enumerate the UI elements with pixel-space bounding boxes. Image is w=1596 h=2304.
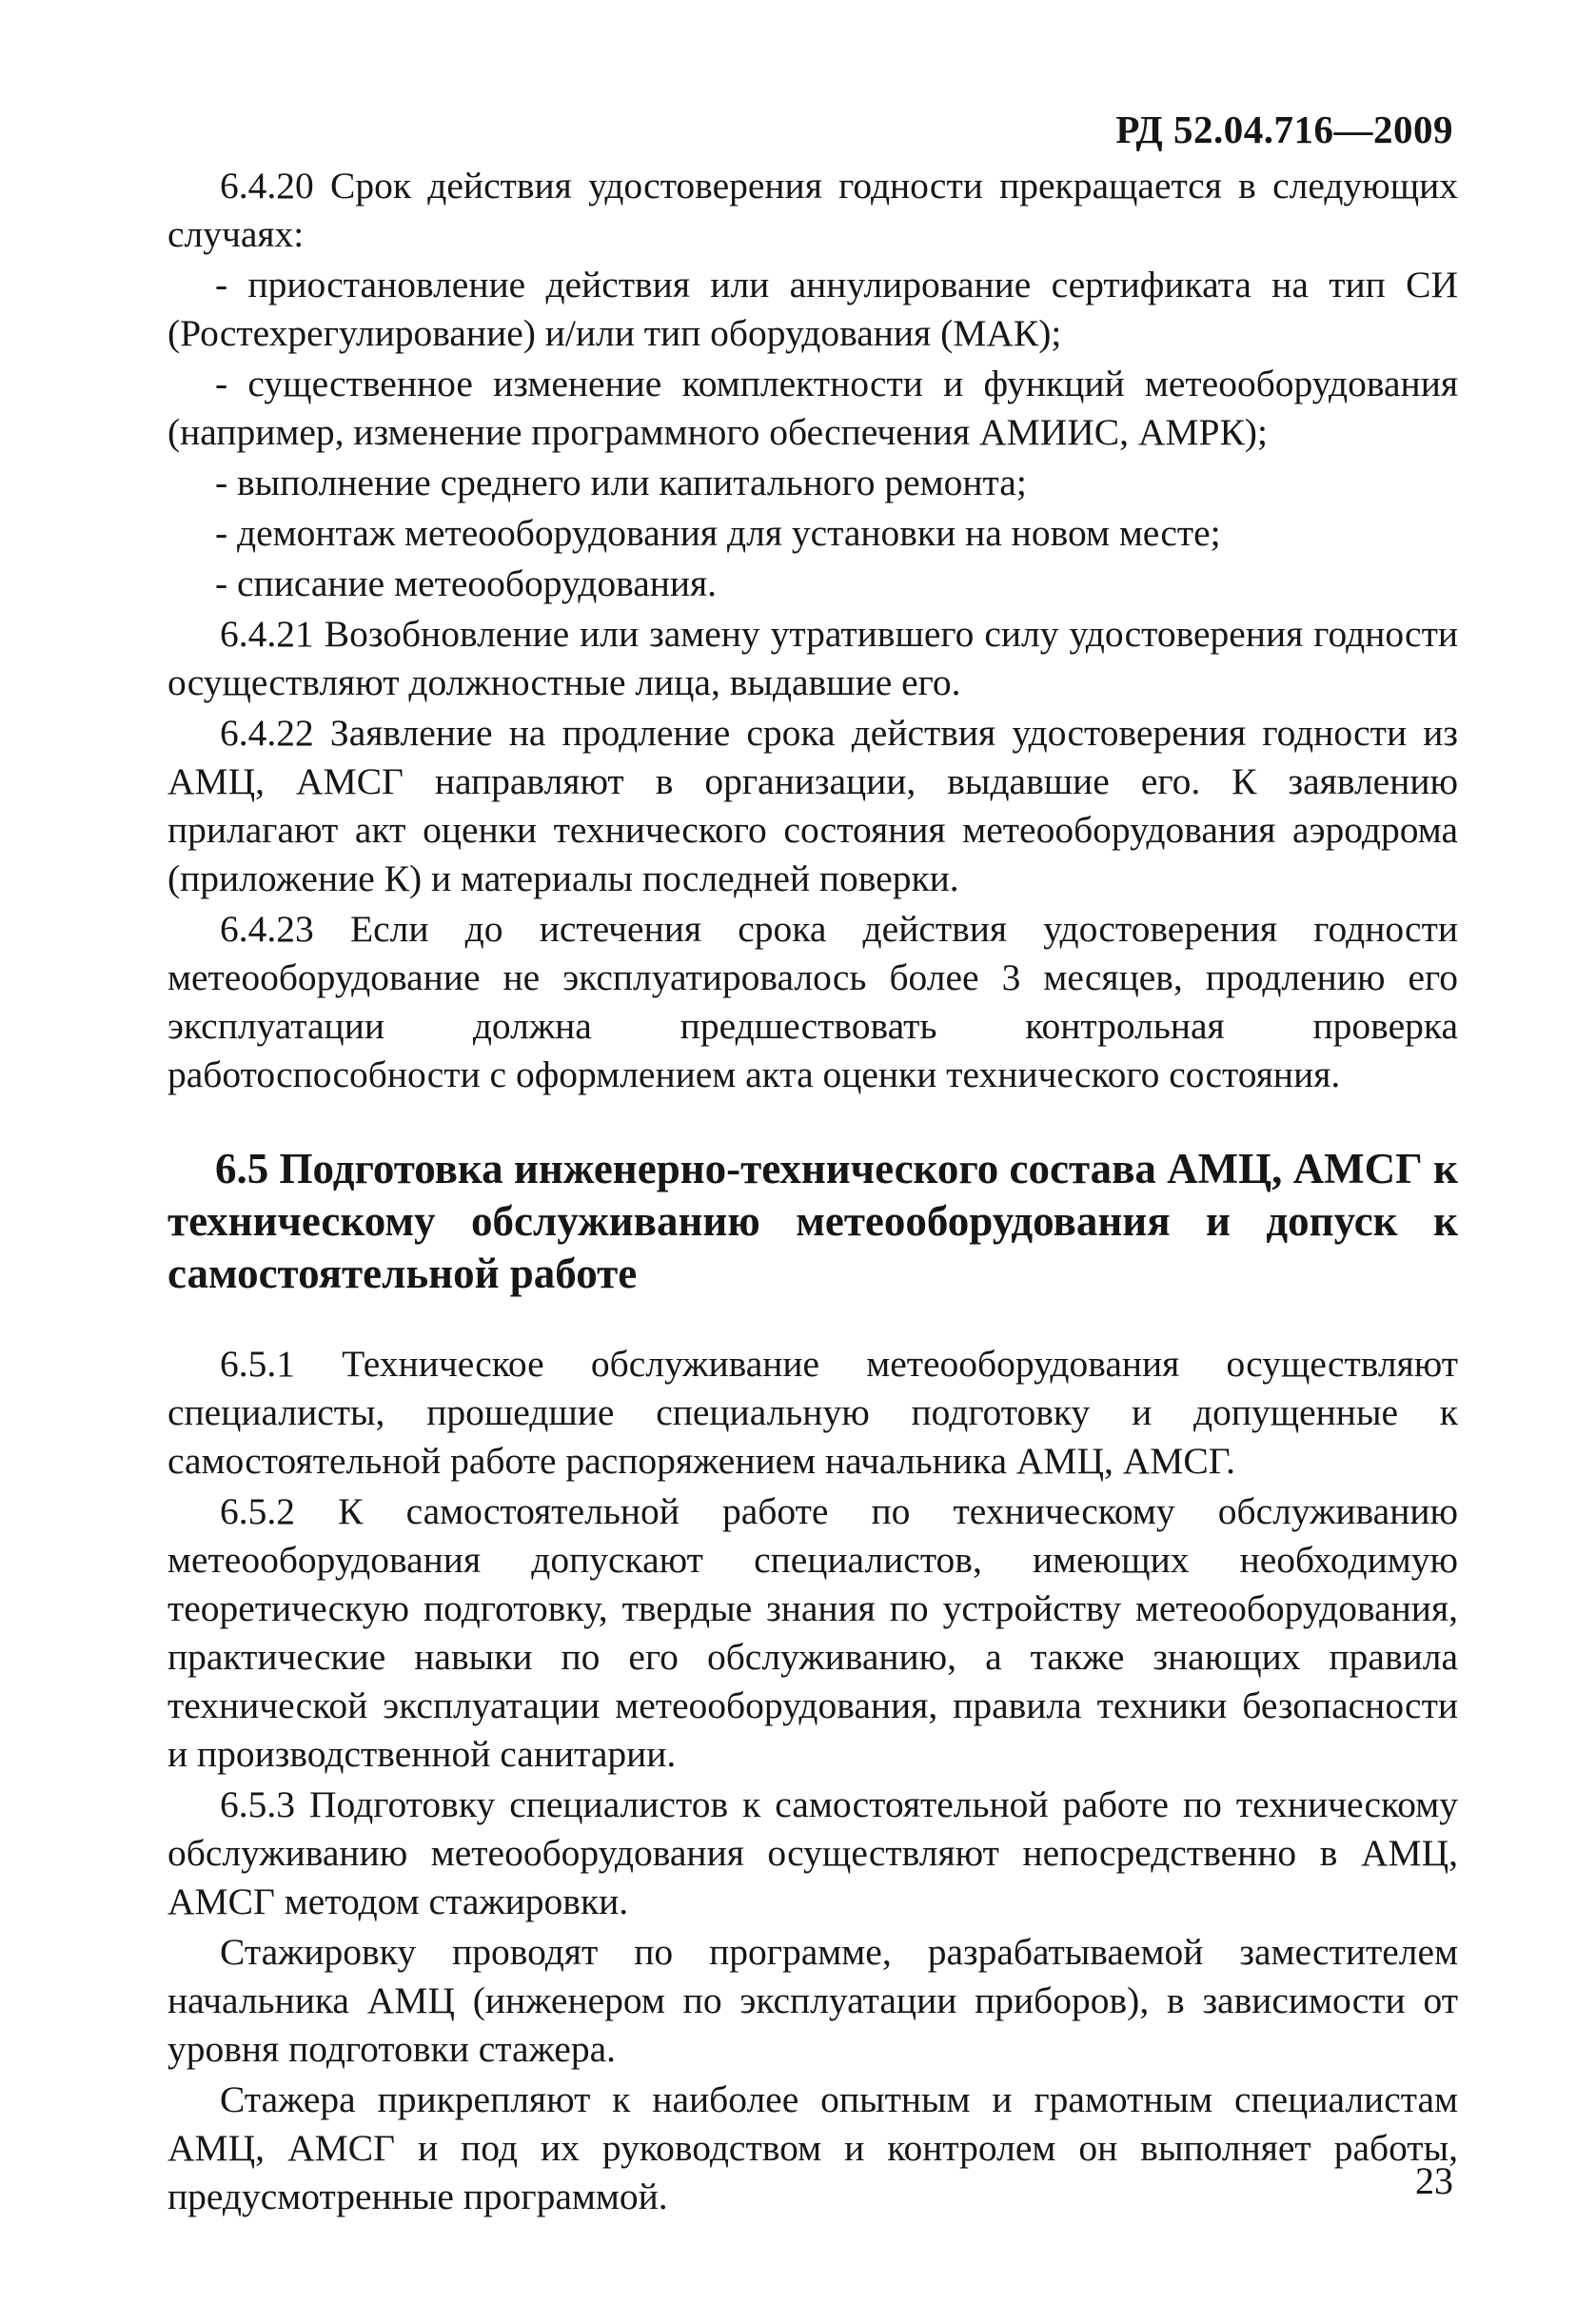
list-item: - существенное изменение комплектности и функций метеооборудования (например, изменение программного обеспечения АМИИС, АМРК); [167, 363, 1458, 453]
paragraph-6-5-3: 6.5.3 Подготовку специалистов к самостоятельной работе по техническому обслуживанию метеооборудования осуществляют непосредственно в АМЦ, АМСГ методом стажировки. [167, 1783, 1458, 1922]
list-item: - демонтаж метеооборудования для установки на новом месте; [215, 512, 1221, 554]
paragraph-6-5-1: 6.5.1 Техническое обслуживание метеооборудования осуществляют специалисты, прошедшие специальную подготовку и допущенные к самостоятельной работе распоряжением начальника АМЦ, АМСГ. [167, 1343, 1458, 1482]
paragraph-6-5-2: 6.5.2 К самостоятельной работе по техническому обслуживанию метеооборудования допускают специалистов, имеющих необходимую теоретическую подготовку, твердые знания по устройству метеооборудования, практические навыки по его обслуживанию, а также знающих правила технической эксплуатации метеооборудования, правила техники безопасности и производственной санитарии. [167, 1490, 1458, 1775]
paragraph-6-4-23: 6.4.23 Если до истечения срока действия удостоверения годности метеооборудование не эксплуатировалось более 3 месяцев, продлению его эксплуатации должна предшествовать контрольная проверка работоспособности с оформлением акта оценки технического состояния. [167, 908, 1458, 1095]
section-heading-6-5: 6.5 Подготовка инженерно-технического состава АМЦ, АМСГ к техническому обслуживанию метеооборудования и допуск к самостоятельной работе [167, 1145, 1458, 1297]
page-content [167, 162, 1458, 2223]
paragraph-6-4-21: 6.4.21 Возобновление или замену утратившего силу удостоверения годности осуществляют должностные лица, выдавшие его. [167, 613, 1458, 703]
list-item: - приостановление действия или аннулирование сертификата на тип СИ (Ростехрегулирование) и/или тип оборудования (МАК); [167, 264, 1458, 354]
paragraph-6-4-20: 6.4.20 Срок действия удостоверения годности прекращается в следующих случаях: [167, 165, 1458, 255]
paragraph-6-4-22: 6.4.22 Заявление на продление срока действия удостоверения годности из АМЦ, АМСГ направляют в организации, выдавшие его. К заявлению прилагают акт оценки технического состояния метеооборудования аэродрома (приложение К) и материалы последней поверки. [167, 712, 1458, 899]
page-number: 23 [1415, 2159, 1453, 2202]
paragraph-internship-program: Стажировку проводят по программе, разрабатываемой заместителем начальника АМЦ (инженером по эксплуатации приборов), в зависимости от уровня подготовки стажера. [167, 1931, 1458, 2070]
paragraph-internship-mentor: Стажера прикрепляют к наиболее опытным и грамотным специалистам АМЦ, АМСГ и под их руководством и контролем он выполняет работы, предусмотренные программой. [167, 2078, 1458, 2217]
document-code: РД 52.04.716—2009 [1115, 108, 1453, 151]
list-item: - выполнение среднего или капитального ремонта; [215, 462, 1027, 503]
list-item: - списание метеооборудования. [215, 562, 718, 604]
